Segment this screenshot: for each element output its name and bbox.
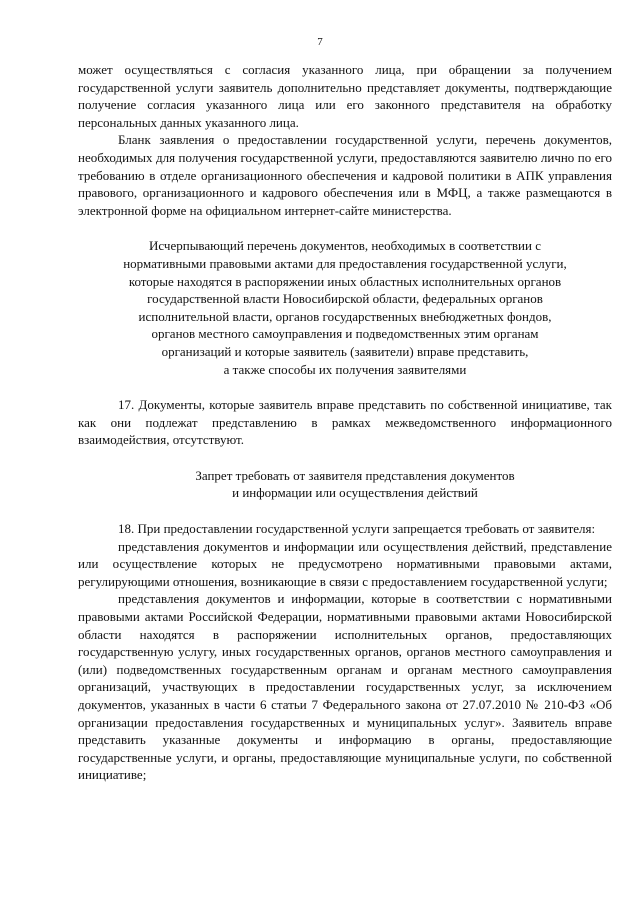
heading-line: Исчерпывающий перечень документов, необходимых в соответствии с [149, 238, 541, 254]
heading-line: а также способы их получения заявителями [223, 361, 467, 377]
section-heading-prohibition [78, 467, 612, 502]
heading-line: нормативными правовыми актами для предоставления государственной услуги, [123, 255, 567, 271]
heading-line: которые находятся в распоряжении иных областных исполнительных органов [128, 273, 562, 289]
heading-line: органов местного самоуправления и подведомственных этим органам [151, 326, 539, 342]
heading-line: исполнительной власти, органов государственных внебюджетных фондов, [138, 308, 552, 324]
heading-line: Запрет требовать от заявителя представления документов [195, 467, 515, 483]
document-body [78, 61, 612, 784]
paragraph-prohibition-1: представления документов и информации или осуществления действий, представление или осуществление которых не предусмотрено нормативными правовыми актами, регулирующими отношения, возникающие в связи с предоставлением государственной услуги; [78, 538, 612, 589]
paragraph-item-17: 17. Документы, которые заявитель вправе представить по собственной инициативе, так как они подлежат представлению в рамках межведомственного информационного взаимодействия, отсутствуют. [78, 397, 612, 448]
heading-line: государственной власти Новосибирской области, федеральных органов [147, 291, 543, 307]
paragraph-prohibition-2: представления документов и информации, которые в соответствии с нормативными правовыми актами Российской Федерации, нормативными правовыми актами Новосибирской области находятся в распоряжении исполнительных органов, предоставляющих государственную услугу, иных государственных органов, органов местного самоуправления и (или) подведомственных государственным органам и органам местного самоуправления организаций, участвующих в предоставлении государственных услуг, за исключением документов, указанных в части 6 статьи 7 Федерального закона от 27.07.2010 № 210-ФЗ «Об организации предоставления государственных и муниципальных услуг». Заявитель вправе представить указанные документы и информацию в органы, предоставляющие государственные услуги, и органы, предоставляющие муниципальные услуги, по собственной инициативе; [78, 591, 612, 783]
section-heading-document-list [78, 237, 612, 378]
heading-line: организаций и которые заявитель (заявители) вправе представить, [161, 343, 529, 359]
paragraph-application-form: Бланк заявления о предоставлении государственной услуги, перечень документов, необходимых для получения государственной услуги, предоставляются заявителю лично по его требованию в отделе организационного обеспечения и кадровой политики в АПК управления правового, организационного и кадрового обеспечения или в МФЦ, а также размещаются в электронной форме на официальном интернет-сайте министерства. [78, 132, 612, 218]
page-number: 7 [317, 36, 323, 48]
paragraph-consent-continuation: может осуществляться с согласия указанного лица, при обращении за получением государственной услуги заявитель дополнительно представляет документы, подтверждающие получение согласия указанного лица или его законного представителя на обработку персональных данных указанного лица. [78, 62, 612, 130]
heading-line: и информации или осуществления действий [232, 485, 478, 501]
paragraph-item-18: 18. При предоставлении государственной услуги запрещается требовать от заявителя: [118, 521, 596, 537]
